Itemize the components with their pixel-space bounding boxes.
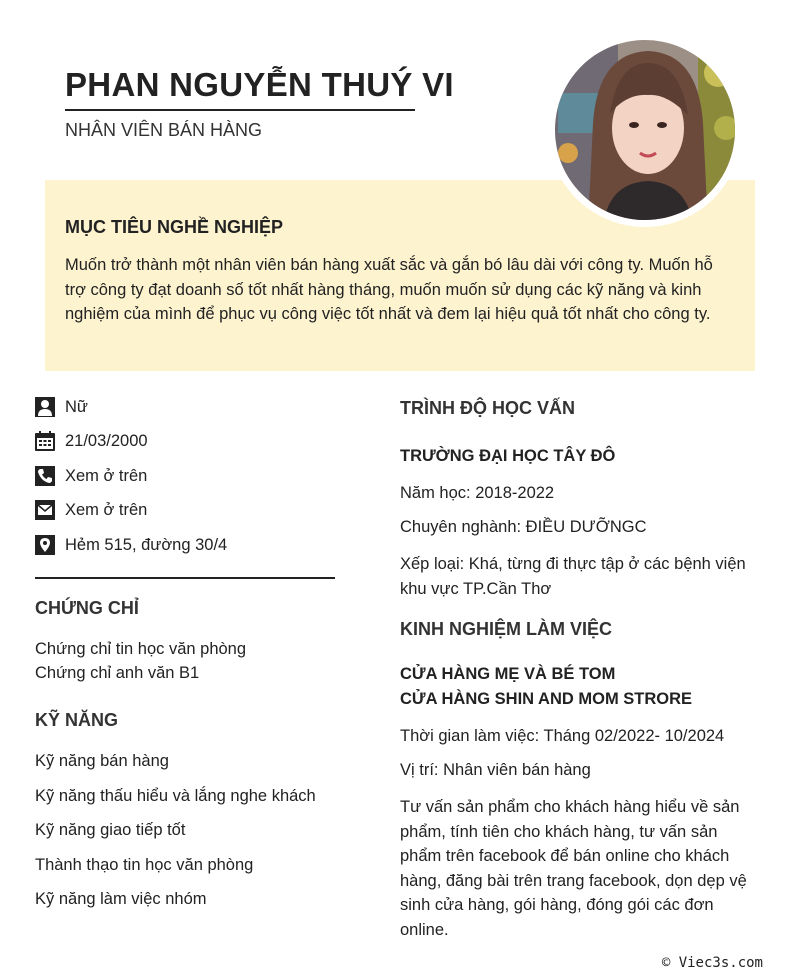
certificate-item: Chứng chỉ tin học văn phòng bbox=[35, 640, 247, 658]
education-years: Năm học: 2018-2022 bbox=[400, 484, 555, 502]
school-name: TRƯỜNG ĐẠI HỌC TÂY ĐÔ bbox=[400, 447, 616, 465]
company-name: CỬA HÀNG SHIN AND MOM STRORE bbox=[400, 690, 693, 708]
work-period: Thời gian làm việc: Tháng 02/2022- 10/2024 bbox=[400, 727, 725, 745]
skills-title: KỸ NĂNG bbox=[35, 710, 119, 730]
gender-value: Nữ bbox=[65, 397, 88, 416]
work-position: Vị trí: Nhân viên bán hàng bbox=[400, 761, 591, 779]
info-row-gender bbox=[35, 396, 88, 418]
work-description: Tư vấn sản phẩm cho khách hàng hiểu về sản phẩm, tính tiên cho khách hàng, tư vấn sản phẩm trên facebook để bán online cho khách hàng, đăng bài trên trang facebook, dọn dẹp vệ sinh cửa hàng, gói hàng, đóng gói các đơn online. bbox=[400, 798, 747, 939]
email-value: Xem ở trên bbox=[65, 500, 148, 519]
info-row-phone bbox=[35, 465, 147, 487]
experience-title: KINH NGHIỆM LÀM VIỆC bbox=[400, 619, 613, 639]
skill-item: Kỹ năng làm việc nhóm bbox=[35, 890, 207, 908]
phone-value: Xem ở trên bbox=[65, 466, 148, 485]
section-divider bbox=[35, 577, 335, 579]
watermark: © Viec3s.com bbox=[661, 955, 763, 971]
mail-icon bbox=[35, 500, 55, 520]
phone-icon bbox=[35, 466, 55, 486]
job-title: NHÂN VIÊN BÁN HÀNG bbox=[65, 120, 263, 140]
info-row-email bbox=[35, 499, 147, 521]
certificate-item: Chứng chỉ anh văn B1 bbox=[35, 664, 200, 682]
skill-item: Kỹ năng giao tiếp tốt bbox=[35, 821, 186, 839]
info-row-address bbox=[35, 534, 227, 556]
objective-text: Muốn trở thành một nhân viên bán hàng xuất sắc và gắn bó lâu dài với công ty. Muốn hỗ trợ công ty đạt doanh số tốt nhất hàng tháng, muốn muốn sử dụng các kỹ năng và kinh nghiệm của mình để phục vụ công việc tốt nhất và đem lại hiệu quả tốt nhất cho công ty. bbox=[65, 256, 713, 324]
location-pin-icon bbox=[35, 535, 55, 555]
skill-item: Thành thạo tin học văn phòng bbox=[35, 856, 254, 874]
certificates-title: CHỨNG CHỈ bbox=[35, 598, 139, 618]
info-row-birthday bbox=[35, 430, 148, 452]
name-underline bbox=[65, 109, 415, 111]
skill-item: Kỹ năng bán hàng bbox=[35, 752, 169, 770]
address-value: Hẻm 515, đường 30/4 bbox=[65, 535, 228, 554]
avatar-photo bbox=[548, 33, 742, 227]
objective-title: MỤC TIÊU NGHỀ NGHIỆP bbox=[65, 217, 284, 237]
person-icon bbox=[35, 397, 55, 417]
company-name: CỬA HÀNG MẸ VÀ BÉ TOM bbox=[400, 665, 616, 683]
avatar bbox=[548, 33, 742, 227]
skill-item: Kỹ năng thấu hiểu và lắng nghe khách bbox=[35, 787, 316, 805]
education-major: Chuyên nghành: ĐIỀU DƯỠNGC bbox=[400, 518, 647, 536]
calendar-icon bbox=[35, 431, 55, 451]
birthday-value: 21/03/2000 bbox=[65, 431, 148, 450]
education-classification: Xếp loại: Khá, từng đi thực tập ở các bệnh viện khu vực TP.Cần Thơ bbox=[400, 555, 746, 598]
candidate-name: PHAN NGUYỄN THUÝ VI bbox=[65, 66, 454, 103]
education-title: TRÌNH ĐỘ HỌC VẤN bbox=[400, 398, 575, 418]
